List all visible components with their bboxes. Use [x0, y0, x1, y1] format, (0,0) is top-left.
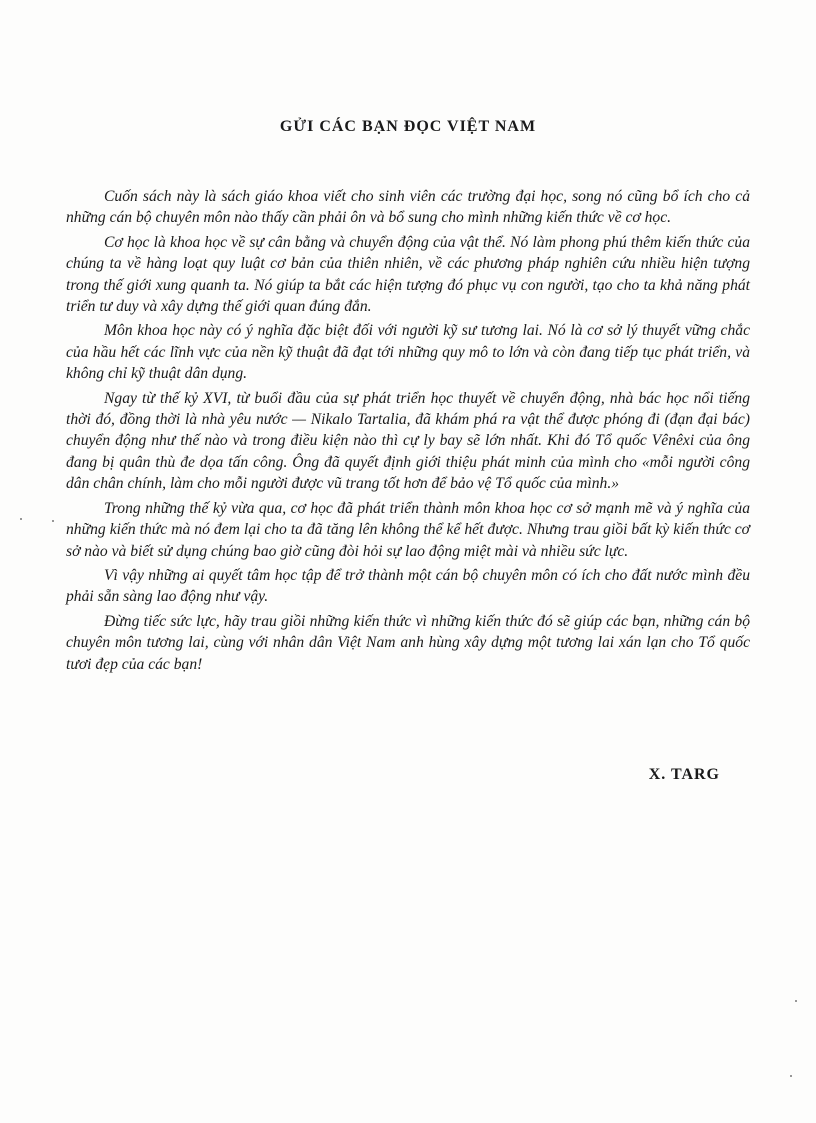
paragraph: Môn khoa học này có ý nghĩa đặc biệt đối với người kỹ sư tương lai. Nó là cơ sở lý thuyết vững chắc của hầu hết các lĩnh vực của nền kỹ thuật đã đạt tới những quy mô to lớn và còn đang tiếp tục phát triển, và không chỉ kỹ thuật dân dụng.	[66, 322, 750, 383]
paragraph: Vì vậy những ai quyết tâm học tập để trở thành một cán bộ chuyên môn có ích cho đất nước mình đều phải sẵn sàng lao động như vậy.	[66, 566, 750, 606]
paragraph: Cơ học là khoa học về sự cân bằng và chuyển động của vật thể. Nó làm phong phú thêm kiến thức của chúng ta về hàng loạt quy luật cơ bản của thiên nhiên, về các phương pháp nghiên cứu nhiều hiện tượng trong thế giới xung quanh ta. Nó giúp ta bắt các hiện tượng đó phục vụ con người, tạo cho ta khả năng phát triển tư duy và xây dựng thế giới quan đúng đắn.	[66, 233, 750, 316]
scan-speck	[790, 1075, 792, 1077]
paragraph: Ngay từ thế kỷ XVI, từ buổi đầu của sự phát triển học thuyết về chuyển động, nhà bác học nổi tiếng thời đó, đồng thời là nhà yêu nước — Nikalo Tartalia, đã khám phá ra vật thể được phóng đi (đạn đại bác) chuyển động như thế nào và trong điều kiện nào thì cự ly bay sẽ lớn nhất. Khi đó Tổ quốc Vênêxi của ông đang bị quân thù đe dọa tấn công. Ông đã quyết định giới thiệu phát minh của mình cho «mỗi người công dân chân chính, làm cho mỗi người được vũ trang tốt hơn để bảo vệ Tổ quốc của mình.»	[66, 389, 750, 493]
paragraph: Đừng tiếc sức lực, hãy trau giồi những kiến thức vì những kiến thức đó sẽ giúp các bạn, những cán bộ chuyên môn tương lai, cùng với nhân dân Việt Nam anh hùng xây dựng một tương lai xán lạn cho Tổ quốc tươi đẹp của các bạn!	[66, 612, 750, 673]
scan-speck	[795, 1000, 797, 1002]
signature: X. TARG	[648, 766, 720, 783]
scan-speck	[20, 518, 22, 520]
body-text	[66, 186, 750, 678]
page-title: GỬI CÁC BẠN ĐỌC VIỆT NAM	[279, 118, 537, 135]
paragraph: Cuốn sách này là sách giáo khoa viết cho sinh viên các trường đại học, song nó cũng bổ ích cho cả những cán bộ chuyên môn nào thấy cần phải ôn và bổ sung cho mình những kiến thức về cơ học.	[66, 188, 750, 227]
scan-speck	[52, 520, 54, 522]
paragraph: Trong những thế kỷ vừa qua, cơ học đã phát triển thành môn khoa học cơ sở mạnh mẽ và ý nghĩa của những kiến thức mà nó đem lại cho ta đã tăng lên không thể kể hết được. Nhưng trau giồi bất kỳ kiến thức cơ sở nào và biết sử dụng chúng bao giờ cũng đòi hỏi sự lao động miệt mài và nhiều sức lực.	[66, 499, 750, 560]
